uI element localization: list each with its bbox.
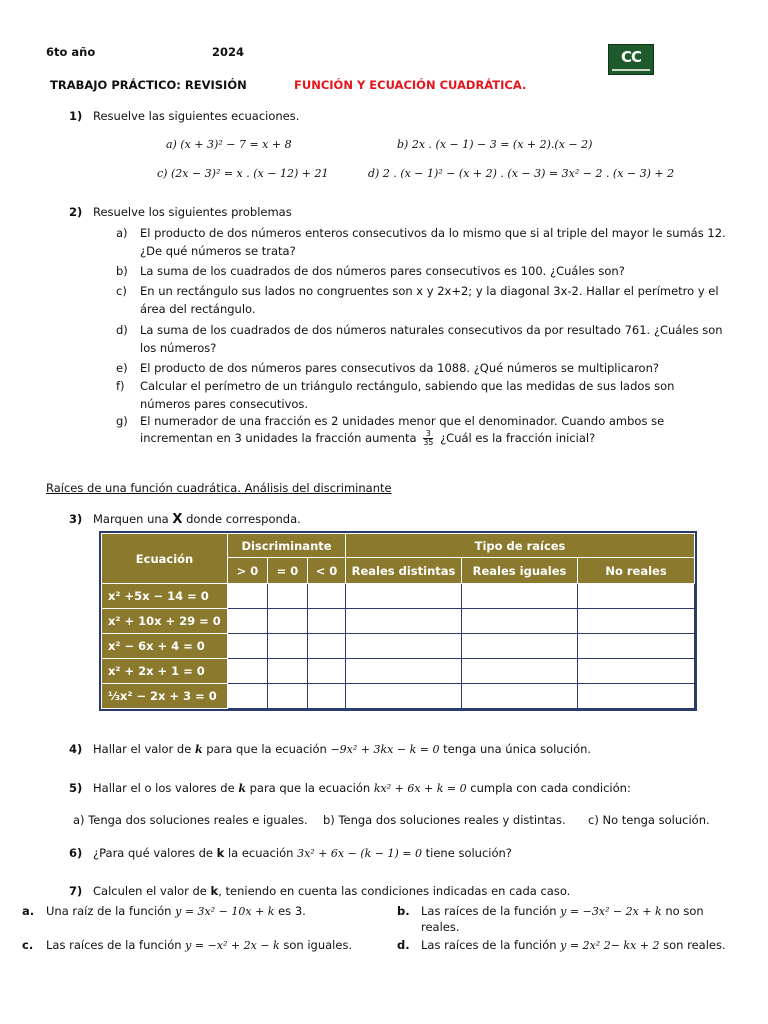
q2-number: 2) (69, 205, 83, 219)
q7-d-equation: y = 2x² 2− kx + 2 (560, 939, 660, 952)
table-row (102, 584, 695, 609)
header-disc-positive: > 0 (228, 558, 268, 584)
header-real-equal: Reales iguales (462, 558, 578, 584)
item-label: b) (116, 264, 128, 278)
answer-cell[interactable] (308, 584, 346, 609)
q5-post: cumpla con cada condición: (470, 781, 631, 795)
header-real-distinct: Reales distintas (346, 558, 462, 584)
item-text: La suma de los cuadrados de dos números pares consecutivos es 100. ¿Cuáles son? (140, 264, 625, 278)
item-label: c) (116, 284, 127, 298)
header-not-real: No reales (578, 558, 695, 584)
q3-statement-end: donde corresponda. (186, 512, 301, 526)
q4-equation: −9x² + 3kx − k = 0 (330, 743, 440, 756)
q4-post: tenga una única solución. (443, 742, 592, 756)
q7-a-text (46, 904, 306, 918)
q4-statement (93, 742, 591, 756)
q1-eq-a: a) (x + 3)² − 7 = x + 8 (166, 138, 292, 151)
q7-number: 7) (69, 884, 83, 898)
q6-mid: la ecuación (227, 846, 294, 860)
q7-pre: Calculen el valor de (93, 884, 207, 898)
q5-option-b: b) Tenga dos soluciones reales y distintas. (323, 813, 566, 827)
q2-item-e (116, 359, 728, 377)
q3-statement-text: Marquen una (93, 512, 169, 526)
q2-item-g (116, 412, 728, 430)
row-equation: x² +5x − 14 = 0 (102, 584, 228, 609)
q7-post: , teniendo en cuenta las condiciones indicadas en cada caso. (218, 884, 571, 898)
answer-cell[interactable] (578, 584, 695, 609)
item-label: g) (116, 414, 128, 428)
q7-c-label: c. (22, 938, 34, 952)
q5-pre: Hallar el o los valores de (93, 781, 235, 795)
q7-a-equation: y = 3x² − 10x + k (175, 905, 275, 918)
answer-cell[interactable] (308, 659, 346, 684)
header-discriminant: Discriminante (228, 534, 346, 558)
answer-cell[interactable] (308, 634, 346, 659)
q1-statement: Resuelve las siguientes ecuaciones. (93, 109, 300, 123)
header-root-type: Tipo de raíces (346, 534, 695, 558)
q6-equation: 3x² + 6x − (k − 1) = 0 (297, 847, 422, 860)
item-text: El numerador de una fracción es 2 unidades menor que el denominador. Cuando ambos se (140, 414, 665, 428)
row-equation: x² − 6x + 4 = 0 (102, 634, 228, 659)
q7-d-post: son reales. (663, 938, 726, 952)
answer-cell[interactable] (346, 659, 462, 684)
q7-k: k (210, 884, 219, 898)
q2-item-c (116, 282, 728, 318)
q4-k: k (194, 743, 203, 756)
q6-post: tiene solución? (425, 846, 512, 860)
row-equation: x² + 2x + 1 = 0 (102, 659, 228, 684)
grade-label: 6to año (46, 45, 96, 59)
row-equation: ⅓x² − 2x + 3 = 0 (102, 684, 228, 709)
q5-k: k (238, 782, 246, 795)
answer-cell[interactable] (346, 584, 462, 609)
row-equation: x² + 10x + 29 = 0 (102, 609, 228, 634)
table-row (102, 609, 695, 634)
q4-pre: Hallar el valor de (93, 742, 192, 756)
answer-cell[interactable] (462, 634, 578, 659)
year-label: 2024 (212, 45, 245, 59)
q1-eq-c: c) (2x − 3)² = x . (x − 12) + 21 (157, 167, 329, 180)
q2-item-a (116, 224, 728, 260)
answer-cell[interactable] (462, 684, 578, 709)
q5-option-a: a) Tenga dos soluciones reales e iguales. (73, 813, 308, 827)
q2-statement: Resuelve los siguientes problemas (93, 205, 292, 219)
q7-statement (93, 884, 570, 898)
item-text: Calcular el perímetro de un triángulo rectángulo, sabiendo que las medidas de sus lados son números pares consecutivos. (140, 379, 675, 411)
q7-b-text (421, 904, 704, 918)
item-text: En un rectángulo sus lados no congruentes son x y 2x+2; y la diagonal 3x-2. Hallar el perímetro y el área del rectángulo. (140, 284, 719, 316)
q7-c-pre: Las raíces de la función (46, 938, 182, 952)
q4-number: 4) (69, 742, 83, 756)
table-row (102, 634, 695, 659)
g-line2-end: ¿Cuál es la fracción inicial? (440, 431, 596, 445)
answer-cell[interactable] (578, 684, 695, 709)
q5-number: 5) (69, 781, 83, 795)
q2-item-f (116, 377, 728, 413)
q7-c-text (46, 938, 352, 952)
logo-text: CC (620, 48, 642, 66)
q2-item-g-line2 (140, 430, 595, 447)
answer-cell[interactable] (462, 609, 578, 634)
fraction-denominator: 35 (423, 438, 434, 447)
page-title: TRABAJO PRÁCTICO: REVISIÓN (50, 78, 247, 92)
q5-equation: kx² + 6x + k = 0 (373, 782, 467, 795)
answer-cell[interactable] (268, 634, 308, 659)
q2-item-d (116, 321, 728, 357)
item-text: El producto de dos números pares consecutivos da 1088. ¿Qué números se multiplicaron? (140, 361, 659, 375)
page-topic: FUNCIÓN Y ECUACIÓN CUADRÁTICA. (294, 78, 527, 92)
item-label: f) (116, 379, 125, 393)
item-text: El producto de dos números enteros consecutivos da lo mismo que si al triple del mayor le sumás 12. ¿De qué números se trata? (140, 226, 726, 258)
q6-pre: ¿Para qué valores de (93, 846, 213, 860)
q4-mid: para que la ecuación (206, 742, 327, 756)
answer-cell[interactable] (228, 659, 268, 684)
answer-cell[interactable] (308, 609, 346, 634)
answer-cell[interactable] (268, 659, 308, 684)
answer-cell[interactable] (346, 609, 462, 634)
header-equation: Ecuación (102, 534, 228, 584)
q7-a-pre: Una raíz de la función (46, 904, 172, 918)
q7-b-equation: y = −3x² − 2x + k (560, 905, 662, 918)
table-row (102, 684, 695, 709)
q5-option-c: c) No tenga solución. (588, 813, 710, 827)
q7-d-pre: Las raíces de la función (421, 938, 557, 952)
q7-c-equation: y = −x² + 2x − k (185, 939, 280, 952)
fraction-numerator: 3 (423, 430, 433, 439)
q3-number: 3) (69, 512, 83, 526)
q7-a-post: es 3. (278, 904, 306, 918)
header-disc-zero: = 0 (268, 558, 308, 584)
q6-statement (93, 846, 512, 860)
g-line2-text: incrementan en 3 unidades la fracción aumenta (140, 431, 417, 445)
school-logo (608, 44, 654, 75)
answer-cell[interactable] (346, 634, 462, 659)
q3-statement (93, 512, 301, 527)
q1-number: 1) (69, 109, 83, 123)
q7-a-label: a. (22, 904, 35, 918)
q7-b-text-line2: reales. (421, 920, 460, 934)
q1-eq-b: b) 2x . (x − 1) − 3 = (x + 2).(x − 2) (397, 138, 593, 151)
answer-cell[interactable] (346, 684, 462, 709)
answer-cell[interactable] (268, 609, 308, 634)
answer-cell[interactable] (228, 609, 268, 634)
answer-cell[interactable] (228, 684, 268, 709)
item-label: d) (116, 323, 128, 337)
q1-eq-d: d) 2 . (x − 1)² − (x + 2) . (x − 3) = 3x² − 2 . (x − 3) + 2 (368, 167, 675, 180)
answer-cell[interactable] (268, 684, 308, 709)
answer-cell[interactable] (228, 634, 268, 659)
item-text: La suma de los cuadrados de dos números naturales consecutivos da por resultado 761. ¿Cuáles son los números? (140, 323, 723, 355)
q7-c-post: son iguales. (283, 938, 353, 952)
q7-d-label: d. (397, 938, 410, 952)
answer-cell[interactable] (228, 584, 268, 609)
q7-b-label: b. (397, 904, 410, 918)
q7-b-post: no son (665, 904, 704, 918)
q5-mid: para que la ecuación (249, 781, 371, 795)
q3-mark: X (172, 512, 183, 527)
answer-cell[interactable] (578, 609, 695, 634)
item-label: e) (116, 361, 128, 375)
header-disc-negative: < 0 (308, 558, 346, 584)
answer-cell[interactable] (268, 584, 308, 609)
section-title: Raíces de una función cuadrática. Análisis del discriminante (46, 481, 392, 495)
fraction (423, 430, 433, 447)
q6-number: 6) (69, 846, 83, 860)
q5-statement (93, 781, 631, 795)
roots-table (101, 533, 695, 709)
q7-d-text (421, 938, 726, 952)
answer-cell[interactable] (308, 684, 346, 709)
answer-cell[interactable] (462, 659, 578, 684)
item-label: a) (116, 226, 128, 240)
table-row (102, 659, 695, 684)
q2-item-b (116, 262, 728, 280)
q7-b-pre: Las raíces de la función (421, 904, 557, 918)
answer-cell[interactable] (578, 659, 695, 684)
answer-cell[interactable] (462, 584, 578, 609)
answer-cell[interactable] (578, 634, 695, 659)
q6-k: k (216, 846, 225, 860)
